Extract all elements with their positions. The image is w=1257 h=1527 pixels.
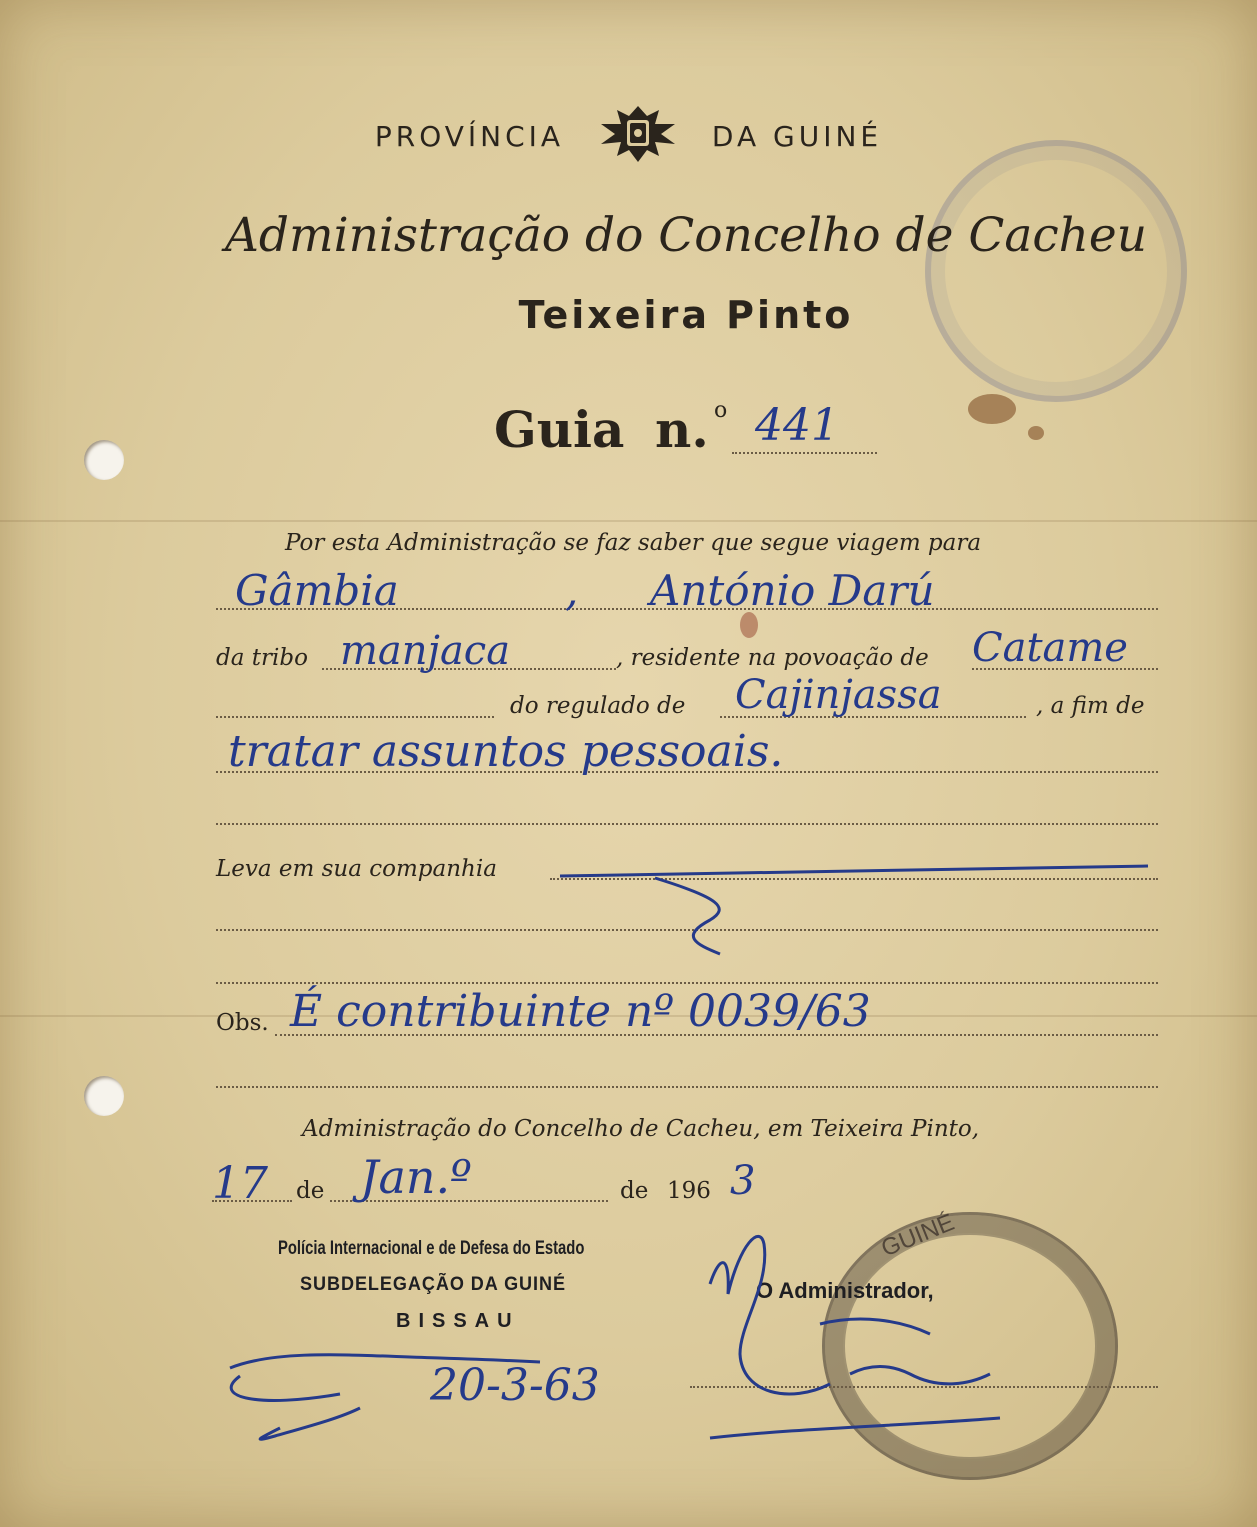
tribe-value: manjaca	[340, 628, 511, 674]
coat-of-arms-icon	[595, 102, 681, 171]
form-line	[216, 716, 494, 718]
regulado-label: do regulado de	[510, 693, 686, 719]
guia-number: 441	[755, 400, 839, 451]
province-heading	[0, 102, 1257, 171]
residence-label: , residente na povoação de	[616, 645, 929, 671]
purpose-label: , a fim de	[1036, 693, 1145, 719]
signatory-label: O Administrador,	[756, 1278, 934, 1303]
administration-title: Administração do Concelho de Cacheu	[224, 208, 1148, 263]
punch-hole	[84, 1076, 124, 1116]
punch-hole	[84, 440, 124, 480]
province-right: DA GUINÉ	[711, 120, 883, 153]
form-line	[216, 982, 1158, 984]
traveller-name: António Darú	[650, 566, 935, 615]
tribe-label: da tribo	[216, 645, 308, 671]
separator-comma: ,	[565, 566, 579, 615]
de-label-2: de	[620, 1178, 649, 1204]
intro-text: Por esta Administração se faz saber que segue viagem para	[285, 530, 982, 556]
form-line	[212, 1200, 292, 1202]
regulado-value: Cajinjassa	[735, 672, 942, 718]
day-value: 17	[212, 1158, 268, 1209]
form-line	[216, 1086, 1158, 1088]
purpose-value: tratar assuntos pessoais.	[228, 726, 784, 777]
police-stamp-line3: BISSAU	[396, 1310, 520, 1332]
administrator-signature	[700, 1214, 1020, 1454]
stain	[740, 612, 758, 638]
seal-text: GUINÉ	[877, 1208, 959, 1263]
place-title: Teixeira Pinto	[518, 293, 854, 337]
province-left: PROVÍNCIA	[374, 120, 565, 153]
strike-mark	[560, 858, 1160, 978]
stain	[968, 394, 1016, 424]
obs-value: É contribuinte nº 0039/63	[290, 986, 871, 1037]
paper-fold	[0, 520, 1257, 522]
destination-value: Gâmbia	[235, 566, 399, 615]
guia-number-label: n.	[655, 400, 709, 459]
year-printed: 196	[667, 1178, 711, 1204]
form-line	[216, 823, 1158, 825]
obs-label: Obs.	[216, 1010, 269, 1036]
police-stamp-line2: SUBDELEGAÇÃO DA GUINÉ	[300, 1274, 566, 1295]
year-written: 3	[730, 1158, 756, 1204]
de-label: de	[296, 1178, 325, 1204]
stain	[1028, 426, 1044, 440]
police-stamp-line1: Polícia Internacional e de Defesa do Estado	[278, 1238, 585, 1259]
guia-number-superscript: o	[714, 398, 728, 423]
police-stamp-date: 20-3-63	[430, 1360, 600, 1411]
guia-label: Guia	[494, 400, 625, 459]
month-value: Jan.º	[360, 1150, 472, 1204]
faded-date-stamp	[925, 140, 1187, 402]
residence-value: Catame	[972, 625, 1128, 671]
issued-text: Administração do Concelho de Cacheu, em Teixeira Pinto,	[302, 1116, 980, 1142]
guia-number-line	[732, 452, 877, 454]
companions-label: Leva em sua companhia	[216, 856, 497, 882]
